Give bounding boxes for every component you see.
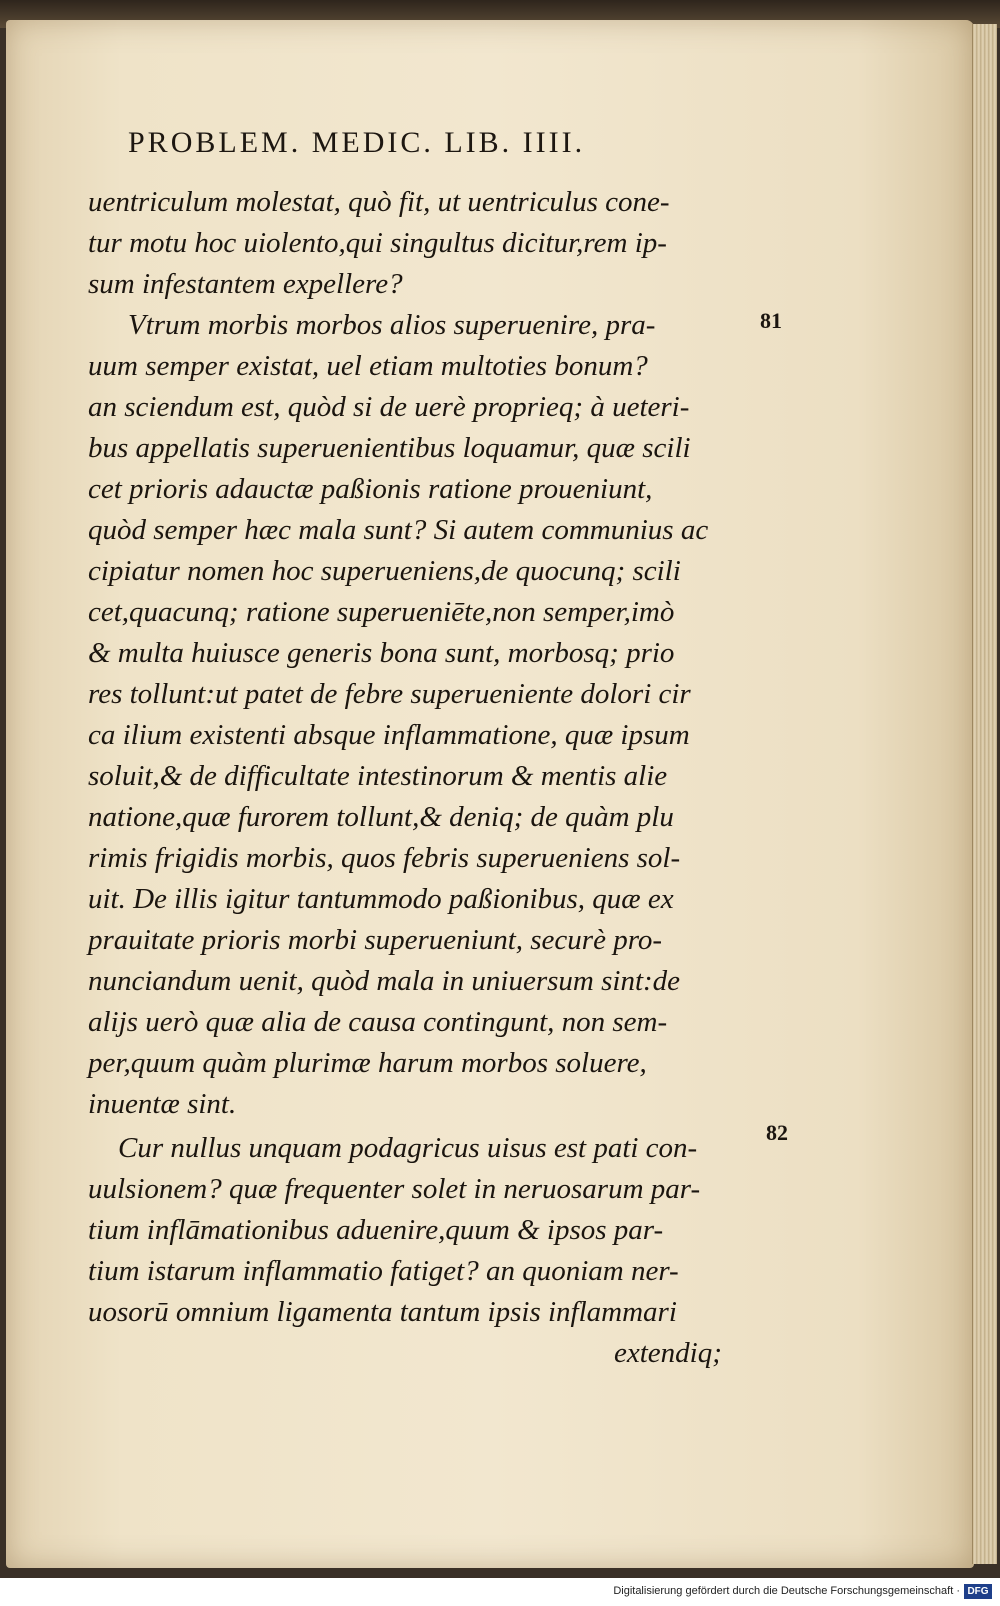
dfg-logo-icon: DFG	[964, 1584, 992, 1599]
text-line: natione,quæ furorem tollunt,& deniq; de quàm plu	[88, 801, 674, 833]
text-line: tium inflāmationibus aduenire,quum & ipsos par-	[88, 1214, 664, 1246]
text-line: Vtrum morbis morbos alios superuenire, pra-	[128, 309, 656, 341]
text-line: rimis frigidis morbis, quos febris superueniens sol-	[88, 842, 681, 874]
text-line: soluit,& de difficultate intestinorum & mentis alie	[88, 760, 668, 792]
text-line: an sciendum est, quòd si de uerè proprieq; à ueteri-	[88, 391, 690, 423]
text-line: uulsionem? quæ frequenter solet in neruosarum par-	[88, 1173, 701, 1205]
text-line: tium istarum inflammatio fatiget? an quoniam ner-	[88, 1255, 679, 1287]
text-line: sum infestantem expellere?	[88, 268, 403, 300]
text-line: prauitate prioris morbi superueniunt, securè pro-	[88, 924, 663, 956]
text-line: cet,quacunq; ratione superueniēte,non semper,imò	[88, 596, 675, 628]
text-line: nunciandum uenit, quòd mala in uniuersum sint:de	[88, 965, 681, 997]
text-line: quòd semper hæc mala sunt? Si autem communius ac	[88, 514, 709, 546]
text-line: res tollunt:ut patet de febre superueniente dolori cir	[88, 678, 691, 710]
running-head: PROBLEM. MEDIC. LIB. IIII.	[128, 126, 586, 159]
text-line: bus appellatis superuenientibus loquamur, quæ scili	[88, 432, 691, 464]
text-line: tur motu hoc uiolento,qui singultus dicitur,rem ip-	[88, 227, 667, 259]
text-line: & multa huiusce generis bona sunt, morbosq; prio	[88, 637, 675, 669]
text-line: per,quum quàm plurimæ harum morbos soluere,	[88, 1047, 647, 1079]
margin-number-81: 81	[760, 308, 782, 333]
text-line: alijs uerò quæ alia de causa contingunt, non sem-	[88, 1006, 668, 1038]
digitization-footer	[0, 1578, 1000, 1606]
text-line: uosorū omnium ligamenta tantum ipsis inflammari	[88, 1296, 677, 1328]
text-line: Cur nullus unquam podagricus uisus est pati con-	[118, 1132, 698, 1164]
text-line: extendiq;	[614, 1337, 722, 1369]
text-line: uum semper existat, uel etiam multoties bonum?	[88, 350, 648, 382]
margin-number-82: 82	[766, 1120, 788, 1145]
text-line: uentriculum molestat, quò fit, ut uentriculus cone-	[88, 186, 670, 218]
text-line: cipiatur nomen hoc superueniens,de quocunq; scili	[88, 555, 681, 587]
text-line: inuentæ sint.	[88, 1088, 237, 1120]
text-line: uit. De illis igitur tantummodo paßionibus, quæ ex	[88, 883, 674, 915]
footer-credit: Digitalisierung gefördert durch die Deutsche Forschungsgemeinschaft ·	[613, 1585, 960, 1597]
text-line: cet prioris adauctæ paßionis ratione proueniunt,	[88, 473, 653, 505]
text-line: ca ilium existenti absque inflammatione, quæ ipsum	[88, 719, 690, 751]
page-edge-stack	[972, 24, 997, 1564]
